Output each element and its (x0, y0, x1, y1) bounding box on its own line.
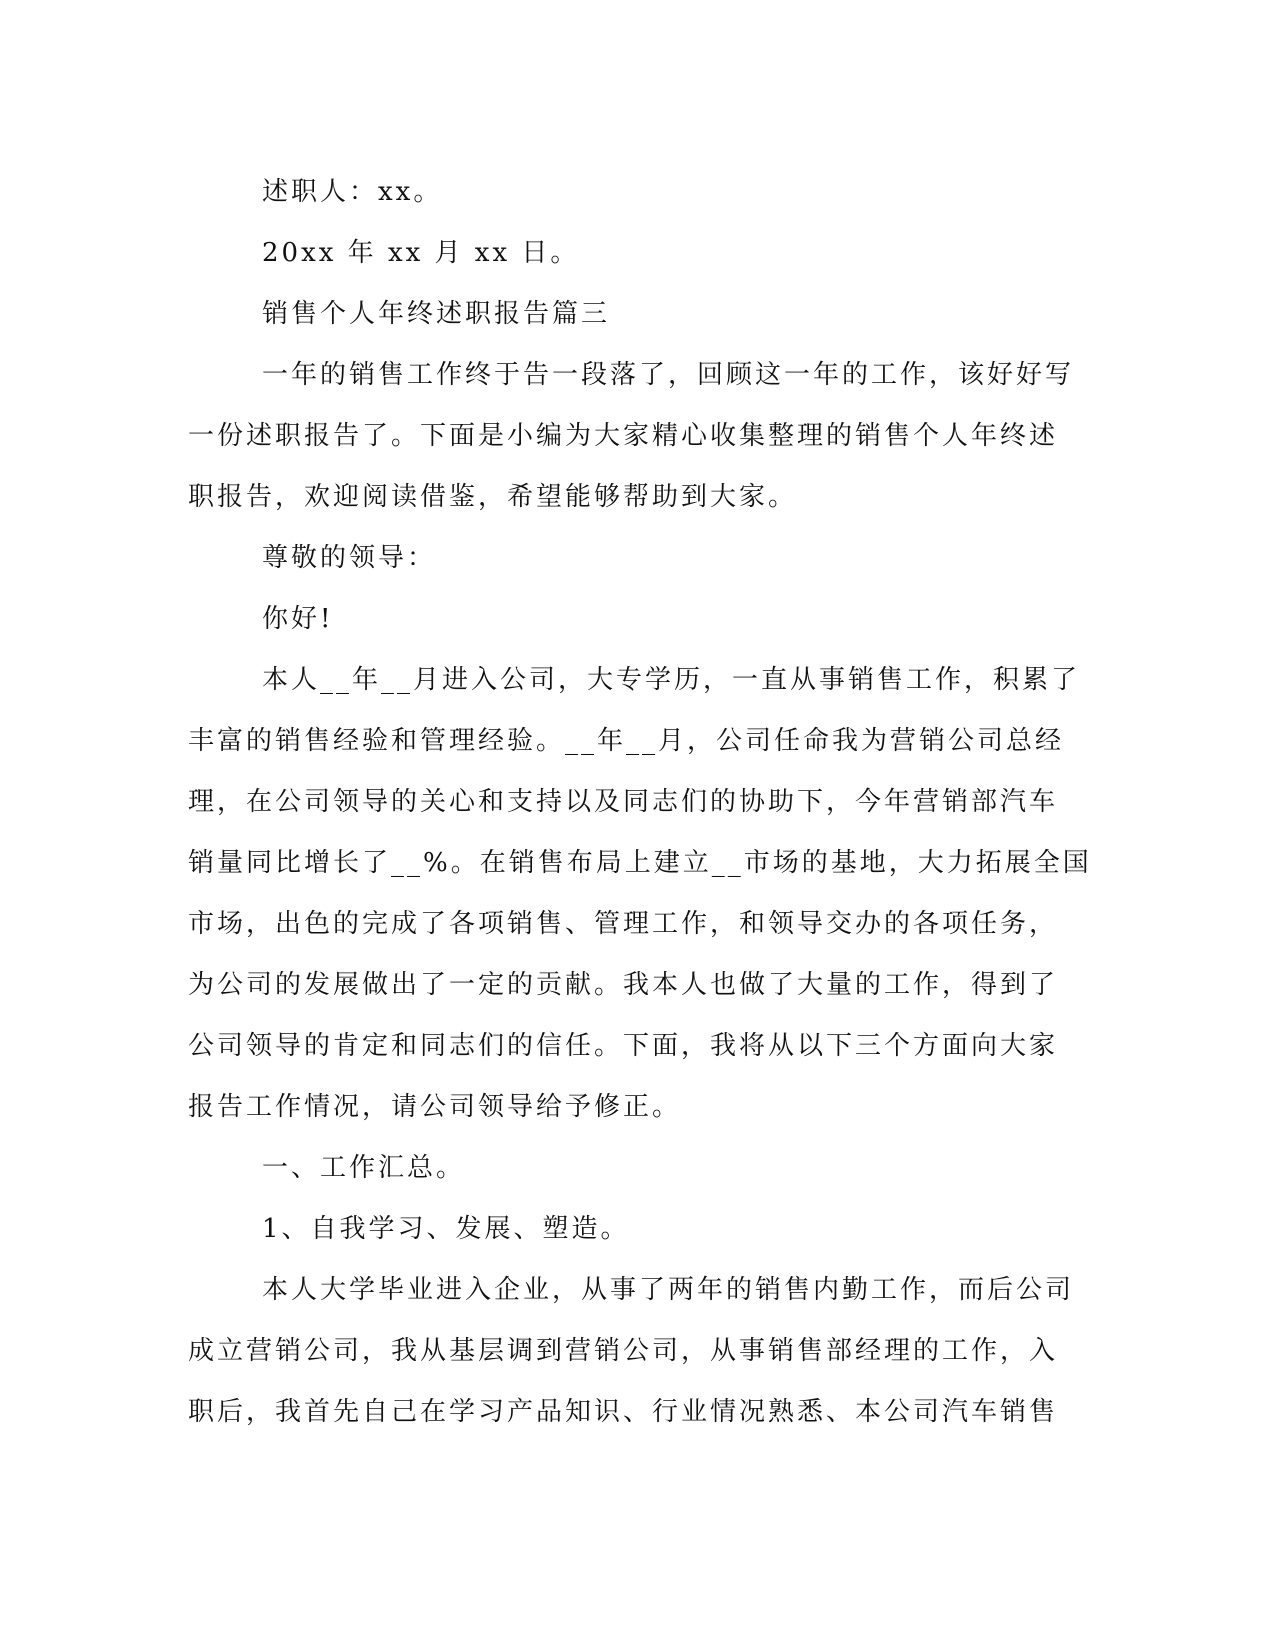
date-line: 20xx 年 xx 月 xx 日。 (262, 238, 580, 268)
greeting-line: 你好! (262, 604, 334, 634)
paragraph-line: 丰富的销售经验和管理经验。__年__月，公司任命我为营销公司总经 (188, 726, 1065, 756)
paragraph-line: 理，在公司领导的关心和支持以及同志们的协助下，今年营销部汽车 (188, 787, 1059, 817)
paragraph-line: 成立营销公司，我从基层调到营销公司，从事销售部经理的工作，入 (188, 1336, 1059, 1366)
paragraph-line: 市场，出色的完成了各项销售、管理工作，和领导交办的各项任务， (188, 909, 1059, 939)
paragraph-line: 销量同比增长了__%。在销售布局上建立__市场的基地，大力拓展全国 (188, 848, 1092, 878)
paragraph-line: 职后，我首先自己在学习产品知识、行业情况熟悉、本公司汽车销售 (188, 1397, 1059, 1427)
paragraph-line: 本人__年__月进入公司，大专学历，一直从事销售工作，积累了 (262, 665, 1081, 695)
paragraph-line: 报告工作情况，请公司领导给予修正。 (188, 1092, 682, 1122)
document-body (188, 162, 1092, 1443)
paragraph-line: 公司领导的肯定和同志们的信任。下面，我将从以下三个方面向大家 (188, 1031, 1059, 1061)
paragraph-line: 职报告，欢迎阅读借鉴，希望能够帮助到大家。 (188, 482, 798, 512)
paragraph-line: 为公司的发展做出了一定的贡献。我本人也做了大量的工作，得到了 (188, 970, 1059, 1000)
heading-line: 一、工作汇总。 (262, 1153, 466, 1183)
salutation-line: 尊敬的领导： (262, 543, 437, 573)
paragraph-line: 一年的销售工作终于告一段落了，回顾这一年的工作，该好好写 (262, 360, 1075, 390)
paragraph-line: 一份述职报告了。下面是小编为大家精心收集整理的销售个人年终述 (188, 421, 1059, 451)
paragraph-line: 本人大学毕业进入企业，从事了两年的销售内勤工作，而后公司 (262, 1275, 1075, 1305)
section-title: 销售个人年终述职报告篇三 (262, 299, 611, 329)
subheading-line: 1、自我学习、发展、塑造。 (262, 1214, 630, 1244)
reporter-line: 述职人：xx。 (262, 177, 443, 207)
